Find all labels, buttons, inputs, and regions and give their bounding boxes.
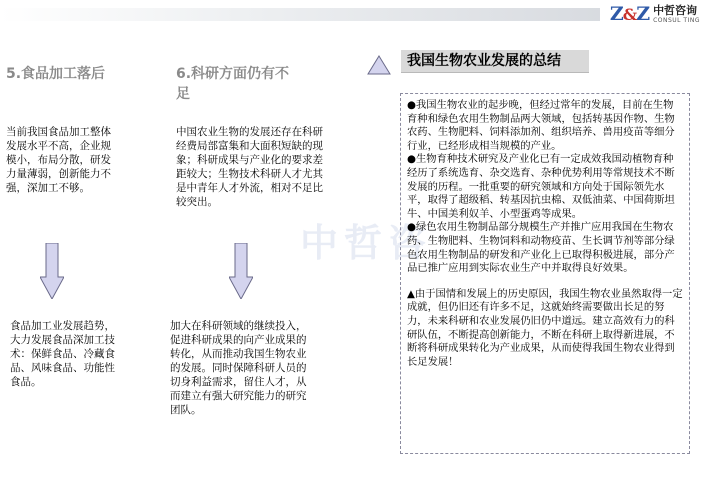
summary-title: 我国生物农业发展的总结	[407, 53, 561, 69]
logo-mark: Z&Z	[609, 3, 650, 25]
summary-paragraph: ●我国生物农业的起步晚，但经过常年的发展，目前在生物育种和绿色农用生物制品两大领域，包括转基因作物、生物农药、生物肥料、饲料添加剂、组织培养、兽用疫苗等细分行业，已经形成相当规模的产业。	[407, 99, 675, 152]
down-arrow-icon	[40, 243, 64, 299]
watermark: 中哲咨	[300, 221, 433, 265]
summary-box	[400, 93, 690, 454]
summary-title-box	[401, 50, 589, 73]
food-processing-problem-text: 当前我国食品加工整体发展水平不高，企业规模小，布局分散，研发力量薄弱，创新能力不强，深加工不够。	[6, 126, 111, 194]
brand-name-cn: 中哲咨询	[653, 3, 698, 17]
triangle-icon	[367, 55, 391, 75]
brand-logo	[610, 2, 700, 26]
summary-paragraph: ●生物育种技术研究及产业化已有一定成效我国动植物育种经历了系统选育、杂交选育、杂种优势利用等常规技术不断发展的历程。一批重要的研究领域和方向处于国际领先水平，取得了超级稻、转基因抗虫棉、双低油菜、中国荷斯坦牛、中国美利奴羊、小型蛋鸡等成果。	[407, 153, 675, 220]
header-gradient-strip	[0, 8, 600, 21]
logo-text	[653, 5, 700, 24]
summary-paragraph: ▲由于国情和发展上的历史原因，我国生物农业虽然取得一定成就，但仍旧还有许多不足，这就始终需要做出长足的努力，未来科研和农业发展仍旧仍中道远。建立高效有力的科研队伍，不断提高创新能力，不断在科研上取得新进展，不断将科研成果转化为产业成果，从而使得我国生物农业得到长足发展！	[407, 287, 683, 368]
header-bar	[0, 0, 708, 28]
food-processing-heading: 5.食品加工落后	[6, 66, 106, 82]
research-problem-text: 中国农业生物的发展还存在科研经费局部富集和大面积短缺的现象；科研成果与产业化的要求差距较大；生物技术科研人才尤其是中青年人才外流，相对不足比较突出。	[176, 126, 323, 208]
summary-paragraph: ●绿色农用生物制品部分规模生产并推广应用我国在生物农药、生物肥料、生物饲料和动物疫苗、生长调节剂等部分绿色农用生物制品的研发和产业化上已取得积极进展，部分产品已推广应用到实际农业生产中并取得良好效果。	[407, 221, 675, 275]
food-processing-solution-text: 食品加工业发展趋势，大力发展食品深加工技术：保鲜食品、冷藏食品、风味食品、功能性食品。	[10, 320, 115, 388]
research-solution-text: 加大在科研领域的继续投入，促进科研成果的向产业成果的转化，从而推动我国生物农业的发展。同时保障科研人员的切身利益需求，留住人才，从而建立有强大研究能力的研究团队。	[170, 320, 307, 416]
brand-name-en: CONSUL TING	[653, 16, 700, 24]
down-arrow-icon	[229, 243, 253, 299]
research-heading: 6.科研方面仍有不足	[176, 66, 290, 102]
